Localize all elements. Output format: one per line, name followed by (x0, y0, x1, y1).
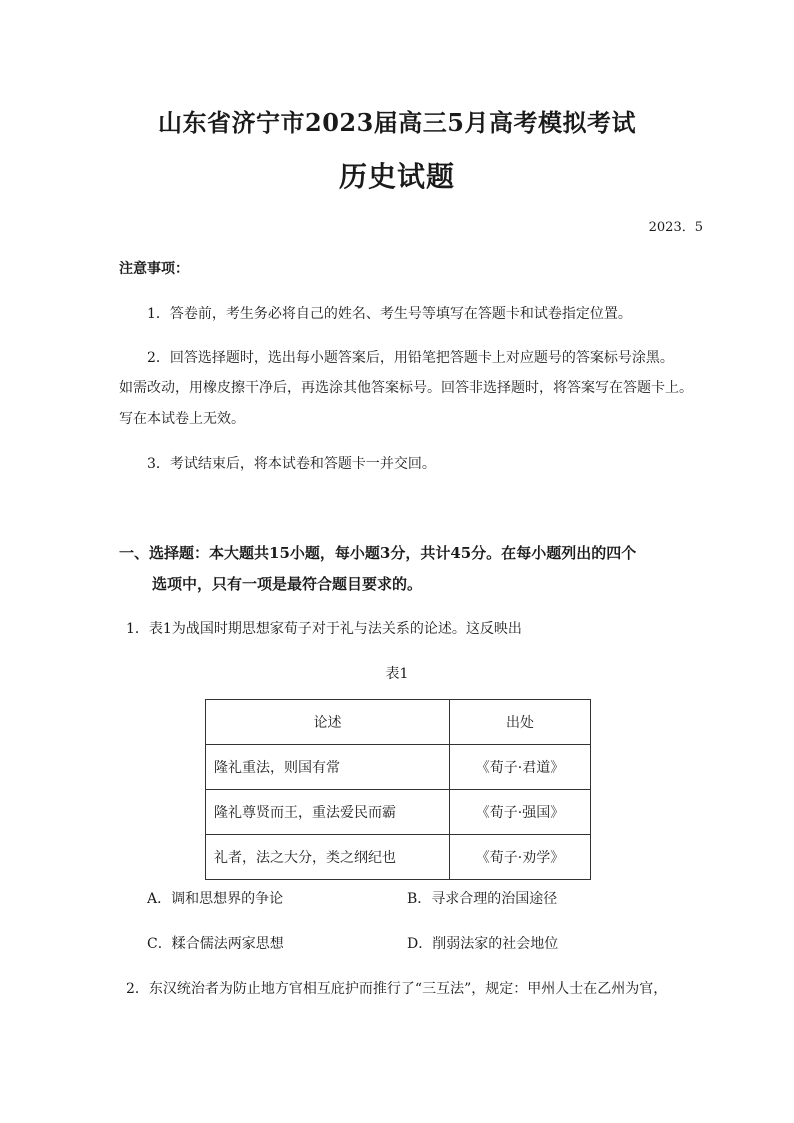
exam-date: 2023．5 (648, 220, 703, 235)
option-b: B．寻求合理的治国途径 (407, 891, 558, 907)
table-cell-source: 《荀子·君道》 (450, 745, 591, 790)
table-header-row (206, 700, 591, 745)
exam-subject-title: 历史试题 (338, 160, 455, 193)
section-heading-line-2: 选项中，只有一项是最符合题目要求的。 (152, 575, 423, 593)
table-caption: 表1 (385, 666, 409, 682)
table-header-cell: 论述 (206, 700, 450, 745)
option-a: A．调和思想界的争论 (147, 891, 284, 907)
question-1-stem: 1．表1为战国时期思想家荀子对于礼与法关系的论述。这反映出 (126, 621, 522, 637)
note-item-2-line-1: 2．回答选择题时，选出每小题答案后，用铅笔把答题卡上对应题号的答案标号涂黑。 (147, 350, 674, 366)
exam-title: 山东省济宁市2023届高三5月高考模拟考试 (158, 108, 636, 137)
table-row (206, 745, 591, 790)
notes-heading: 注意事项： (119, 261, 189, 277)
table-row (206, 790, 591, 835)
note-item-2-line-2: 如需改动，用橡皮擦干净后，再选涂其他答案标号。回答非选择题时，将答案写在答题卡上。 (119, 380, 693, 396)
table-cell-source: 《荀子·强国》 (450, 790, 591, 835)
table-row (206, 835, 591, 880)
option-d: D．削弱法家的社会地位 (407, 936, 559, 952)
question-2-stem: 2．东汉统治者为防止地方官相互庇护而推行了“三互法”，规定：甲州人士在乙州为官， (126, 981, 668, 997)
table-cell-quote: 礼者，法之大分，类之纲纪也 (206, 835, 450, 880)
note-item-2-line-3: 写在本试卷上无效。 (119, 411, 245, 427)
table-cell-quote: 隆礼重法，则国有常 (206, 745, 450, 790)
note-item-3: 3．考试结束后，将本试卷和答题卡一并交回。 (147, 456, 436, 472)
section-heading-line-1: 一、选择题：本大题共15小题，每小题3分，共计45分。在每小题列出的四个 (119, 544, 637, 562)
quote-table (205, 699, 591, 880)
table-header-cell: 出处 (450, 700, 591, 745)
note-item-1: 1．答卷前，考生务必将自己的姓名、考生号等填写在答题卡和试卷指定位置。 (147, 306, 632, 322)
table-cell-quote: 隆礼尊贤而王，重法爱民而霸 (206, 790, 450, 835)
option-c: C．糅合儒法两家思想 (147, 936, 284, 952)
table-cell-source: 《荀子·劝学》 (450, 835, 591, 880)
